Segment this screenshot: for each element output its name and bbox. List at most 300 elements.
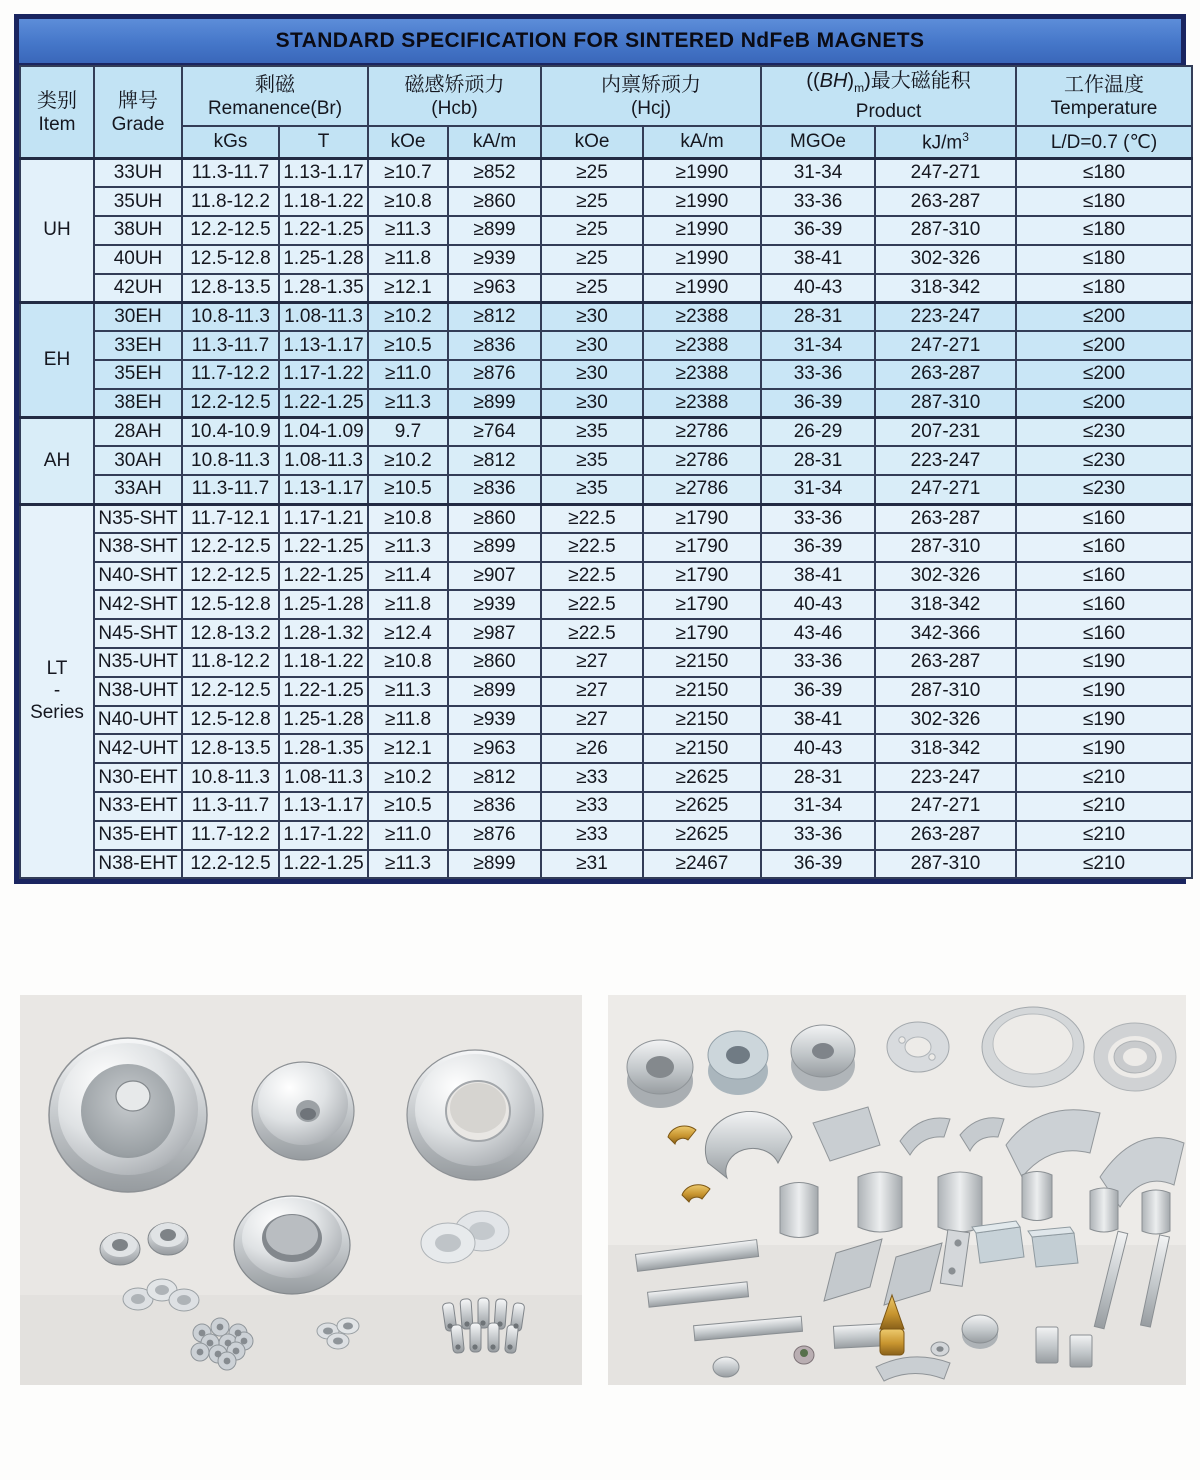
br-t-cell: 1.25-1.28 [279,706,368,735]
hcb-kam-cell: ≥812 [448,302,541,331]
hcj-kam-cell: ≥2388 [643,389,761,418]
hcj-koe-cell: ≥22.5 [541,504,643,533]
hcj-koe-cell: ≥22.5 [541,562,643,591]
header-remanence-en: Remanence(Br) [207,97,343,119]
small-disc-magnet [962,1315,998,1349]
header-remanence [182,66,368,126]
temperature-cell: ≤210 [1016,850,1192,879]
bh-symbol: BH [819,70,848,92]
hcj-kam-cell: ≥1990 [643,187,761,216]
br-t-cell: 1.28-1.32 [279,619,368,648]
hcb-koe-cell: ≥12.1 [368,734,448,763]
grade-cell: N40-UHT [94,706,182,735]
header-grade [94,66,182,159]
product-kjm3-cell: 247-271 [875,331,1016,360]
product-kjm3-cell: 263-287 [875,648,1016,677]
ring-cylinder-nickel [627,1040,693,1108]
grade-cell: 33AH [94,475,182,504]
product-kjm3-cell: 263-287 [875,187,1016,216]
hcj-koe-cell: ≥30 [541,360,643,389]
temperature-cell: ≤230 [1016,446,1192,475]
header-hcb [368,66,541,126]
disc-magnet-with-hole [252,1062,354,1160]
grade-cell: 33EH [94,331,182,360]
product-mgoe-cell: 33-36 [761,504,875,533]
grade-cell: N30-EHT [94,763,182,792]
temperature-cell: ≤230 [1016,418,1192,447]
hcb-kam-cell: ≥907 [448,562,541,591]
hcb-kam-cell: ≥836 [448,475,541,504]
right-product-photo [608,995,1186,1385]
temperature-cell: ≤200 [1016,360,1192,389]
product-mgoe-cell: 36-39 [761,677,875,706]
table-row [20,619,1192,648]
product-kjm3-cell: 263-287 [875,821,1016,850]
temperature-cell: ≤180 [1016,274,1192,303]
grade-cell: 30AH [94,446,182,475]
temperature-cell: ≤200 [1016,389,1192,418]
hcj-kam-cell: ≥2388 [643,302,761,331]
hcj-kam-cell: ≥2150 [643,734,761,763]
br-kgs-cell: 12.2-12.5 [182,677,279,706]
br-t-cell: 1.13-1.17 [279,475,368,504]
br-kgs-cell: 12.2-12.5 [182,850,279,879]
hcj-kam-cell: ≥2467 [643,850,761,879]
small-block [833,1324,886,1349]
br-t-cell: 1.18-1.22 [279,648,368,677]
hcb-kam-cell: ≥860 [448,504,541,533]
hcb-koe-cell: ≥11.8 [368,590,448,619]
hcb-koe-cell: ≥10.5 [368,792,448,821]
br-kgs-cell: 11.3-11.7 [182,331,279,360]
grade-cell: N35-SHT [94,504,182,533]
hcj-koe-cell: ≥22.5 [541,619,643,648]
temperature-cell: ≤210 [1016,763,1192,792]
br-t-cell: 1.08-11.3 [279,763,368,792]
hcj-koe-cell: ≥25 [541,187,643,216]
product-mgoe-cell: 31-34 [761,792,875,821]
hcb-kam-cell: ≥899 [448,533,541,562]
hcb-koe-cell: ≥11.8 [368,706,448,735]
hcj-koe-cell: ≥26 [541,734,643,763]
washer-plate-with-holes [887,1022,949,1072]
br-t-cell: 1.08-11.3 [279,302,368,331]
header-hcj-en: (Hcj) [630,97,672,119]
grade-cell: 35EH [94,360,182,389]
header-product-zh: $((BH)_m)$最大磁能积 [806,70,971,95]
hcj-koe-cell: ≥35 [541,446,643,475]
hcj-kam-cell: ≥2150 [643,648,761,677]
header-temperature [1016,66,1192,126]
table-row [20,446,1192,475]
hcj-kam-cell: ≥1790 [643,590,761,619]
br-kgs-cell: 12.2-12.5 [182,533,279,562]
hcb-koe-cell: ≥11.3 [368,389,448,418]
br-t-cell: 1.22-1.25 [279,562,368,591]
hcb-kam-cell: ≥939 [448,245,541,274]
thick-disc-with-hole [791,1025,855,1091]
header-hcj-zh: 内禀矫顽力 [601,73,702,96]
flat-washer-pair [1094,1023,1176,1091]
br-kgs-cell: 10.8-11.3 [182,446,279,475]
hcb-koe-cell: ≥10.7 [368,159,448,188]
product-mgoe-cell: 36-39 [761,533,875,562]
temperature-cell: ≤230 [1016,475,1192,504]
br-t-cell: 1.04-1.09 [279,418,368,447]
hcb-koe-cell: ≥10.2 [368,763,448,792]
br-kgs-cell: 11.3-11.7 [182,475,279,504]
product-mgoe-cell: 33-36 [761,187,875,216]
product-mgoe-cell: 36-39 [761,850,875,879]
table-row [20,216,1192,245]
product-kjm3-cell: 287-310 [875,677,1016,706]
hcj-kam-cell: ≥1790 [643,504,761,533]
table-row [20,159,1192,188]
hcj-koe-cell: ≥31 [541,850,643,879]
product-kjm3-cell: 302-326 [875,706,1016,735]
hcb-koe-cell: ≥10.2 [368,302,448,331]
hcj-koe-cell: ≥22.5 [541,590,643,619]
hcj-kam-cell: ≥2625 [643,763,761,792]
header-item [20,66,94,159]
table-row [20,302,1192,331]
header-item-zh: 类别 [37,89,77,112]
br-kgs-cell: 12.8-13.2 [182,619,279,648]
table-row [20,763,1192,792]
hcj-koe-cell: ≥25 [541,159,643,188]
br-kgs-cell: 12.8-13.5 [182,734,279,763]
table-row [20,418,1192,447]
grade-cell: 38UH [94,216,182,245]
table-row [20,187,1192,216]
product-mgoe-cell: 26-29 [761,418,875,447]
unit-t: T [279,126,368,159]
hcb-kam-cell: ≥852 [448,159,541,188]
temperature-cell: ≤180 [1016,216,1192,245]
header-temperature-zh: 工作温度 [1064,73,1145,96]
br-kgs-cell: 12.2-12.5 [182,216,279,245]
temperature-cell: ≤200 [1016,302,1192,331]
header-hcb-en: (Hcb) [431,97,478,119]
product-kjm3-cell: 318-342 [875,590,1016,619]
table-row [20,562,1192,591]
group-item-label: EH [20,302,94,417]
hcj-koe-cell: ≥35 [541,475,643,504]
large-ring-magnet [407,1050,543,1180]
hcj-koe-cell: ≥22.5 [541,533,643,562]
product-mgoe-cell: 33-36 [761,360,875,389]
hcb-koe-cell: 9.7 [368,418,448,447]
spec-sheet [14,14,1186,884]
product-mgoe-cell: 43-46 [761,619,875,648]
product-mgoe-cell: 38-41 [761,706,875,735]
hcj-kam-cell: ≥1990 [643,274,761,303]
br-kgs-cell: 10.8-11.3 [182,302,279,331]
product-kjm3-cell: 318-342 [875,274,1016,303]
grade-cell: N38-UHT [94,677,182,706]
hcj-koe-cell: ≥30 [541,302,643,331]
product-mgoe-cell: 40-43 [761,274,875,303]
hcj-koe-cell: ≥33 [541,821,643,850]
product-kjm3-cell: 302-326 [875,245,1016,274]
product-kjm3-cell: 287-310 [875,389,1016,418]
header-hcj [541,66,761,126]
hcb-kam-cell: ≥836 [448,331,541,360]
hcj-koe-cell: ≥25 [541,245,643,274]
br-kgs-cell: 10.8-11.3 [182,763,279,792]
product-mgoe-cell: 31-34 [761,475,875,504]
header-temperature-en: Temperature [1050,97,1158,119]
hcb-kam-cell: ≥860 [448,187,541,216]
product-kjm3-cell: 223-247 [875,763,1016,792]
grade-cell: 28AH [94,418,182,447]
hcb-koe-cell: ≥11.0 [368,360,448,389]
product-mgoe-cell: 40-43 [761,590,875,619]
table-row [20,274,1192,303]
br-t-cell: 1.28-1.35 [279,274,368,303]
hcb-kam-cell: ≥876 [448,821,541,850]
table-row [20,245,1192,274]
table-row [20,389,1192,418]
temperature-cell: ≤190 [1016,734,1192,763]
table-row [20,475,1192,504]
left-photo-illustration [20,995,582,1385]
br-kgs-cell: 12.2-12.5 [182,389,279,418]
product-kjm3-cell: 247-271 [875,475,1016,504]
temperature-cell: ≤190 [1016,648,1192,677]
grade-cell: N38-EHT [94,850,182,879]
hcb-kam-cell: ≥876 [448,360,541,389]
ring-cylinder-zinc [708,1031,768,1095]
tiny-ring-green-core [794,1346,814,1364]
grade-cell: 30EH [94,302,182,331]
table-row [20,734,1192,763]
temperature-cell: ≤180 [1016,187,1192,216]
hcb-koe-cell: ≥10.8 [368,504,448,533]
br-t-cell: 1.17-1.22 [279,360,368,389]
br-kgs-cell: 11.8-12.2 [182,187,279,216]
product-kjm3-cell: 207-231 [875,418,1016,447]
grade-cell: 42UH [94,274,182,303]
hcb-kam-cell: ≥987 [448,619,541,648]
hcj-koe-cell: ≥25 [541,274,643,303]
left-product-photo [20,995,582,1385]
product-mgoe-cell: 36-39 [761,389,875,418]
hcj-kam-cell: ≥2150 [643,677,761,706]
hcj-kam-cell: ≥2150 [643,706,761,735]
countersunk-pot-magnet [49,1038,207,1192]
hcb-koe-cell: ≥12.1 [368,274,448,303]
hcj-koe-cell: ≥30 [541,331,643,360]
br-kgs-cell: 10.4-10.9 [182,418,279,447]
br-kgs-cell: 11.3-11.7 [182,159,279,188]
unit-kjm3: $kJ/m^3$ [875,126,1016,159]
temperature-cell: ≤180 [1016,245,1192,274]
table-row [20,504,1192,533]
hcb-koe-cell: ≥11.4 [368,562,448,591]
group-item-label: AH [20,418,94,504]
unit-hcb-koe: kOe [368,126,448,159]
temperature-cell: ≤180 [1016,159,1192,188]
header-product [761,66,1016,126]
hcj-koe-cell: ≥33 [541,763,643,792]
grade-cell: N42-SHT [94,590,182,619]
hcb-kam-cell: ≥939 [448,590,541,619]
product-kjm3-cell: 287-310 [875,216,1016,245]
br-t-cell: 1.13-1.17 [279,792,368,821]
hcj-koe-cell: ≥27 [541,706,643,735]
hcb-koe-cell: ≥10.8 [368,648,448,677]
hcb-koe-cell: ≥11.3 [368,677,448,706]
table-row [20,792,1192,821]
hcb-koe-cell: ≥11.3 [368,850,448,879]
header-product-en: Product [855,101,922,122]
header-item-en: Item [38,113,76,135]
hcj-kam-cell: ≥2625 [643,821,761,850]
product-kjm3-cell: 223-247 [875,446,1016,475]
unit-hcj-kam: kA/m [643,126,761,159]
br-t-cell: 1.28-1.35 [279,734,368,763]
br-kgs-cell: 12.5-12.8 [182,245,279,274]
product-kjm3-cell: 302-326 [875,562,1016,591]
product-mgoe-cell: 38-41 [761,245,875,274]
hcb-koe-cell: ≥12.4 [368,619,448,648]
hcj-kam-cell: ≥2625 [643,792,761,821]
hcj-kam-cell: ≥1790 [643,533,761,562]
temperature-cell: ≤200 [1016,331,1192,360]
table-row [20,648,1192,677]
grade-cell: 40UH [94,245,182,274]
table-row [20,677,1192,706]
product-mgoe-cell: 33-36 [761,648,875,677]
hcj-kam-cell: ≥1990 [643,245,761,274]
hcj-koe-cell: ≥27 [541,648,643,677]
hcb-kam-cell: ≥899 [448,677,541,706]
unit-hcj-koe: kOe [541,126,643,159]
temperature-cell: ≤160 [1016,562,1192,591]
br-t-cell: 1.22-1.25 [279,216,368,245]
product-kjm3-cell: 287-310 [875,850,1016,879]
br-t-cell: 1.18-1.22 [279,187,368,216]
br-kgs-cell: 12.5-12.8 [182,706,279,735]
product-mgoe-cell: 36-39 [761,216,875,245]
tiny-disc [713,1357,739,1377]
br-kgs-cell: 12.8-13.5 [182,274,279,303]
unit-hcb-kam: kA/m [448,126,541,159]
br-kgs-cell: 12.5-12.8 [182,590,279,619]
product-mgoe-cell: 31-34 [761,331,875,360]
header-remanence-zh: 剩磁 [255,73,295,96]
large-thin-ring [982,1007,1084,1087]
hcb-koe-cell: ≥11.3 [368,533,448,562]
header-grade-zh: 牌号 [118,89,158,112]
br-t-cell: 1.17-1.22 [279,821,368,850]
grade-cell: N42-UHT [94,734,182,763]
temperature-cell: ≤160 [1016,533,1192,562]
product-kjm3-cell: 287-310 [875,533,1016,562]
br-kgs-cell: 11.7-12.2 [182,360,279,389]
hcb-koe-cell: ≥10.5 [368,475,448,504]
product-mgoe-cell: 28-31 [761,763,875,792]
hcj-koe-cell: ≥35 [541,418,643,447]
hcb-koe-cell: ≥10.5 [368,331,448,360]
product-mgoe-cell: 33-36 [761,821,875,850]
br-kgs-cell: 11.7-12.2 [182,821,279,850]
temperature-cell: ≤190 [1016,677,1192,706]
hcb-kam-cell: ≥764 [448,418,541,447]
br-kgs-cell: 11.8-12.2 [182,648,279,677]
temperature-cell: ≤210 [1016,821,1192,850]
br-t-cell: 1.22-1.25 [279,850,368,879]
br-kgs-cell: 11.3-11.7 [182,792,279,821]
hcb-kam-cell: ≥899 [448,850,541,879]
table-row [20,590,1192,619]
right-photo-illustration [608,995,1186,1385]
temperature-cell: ≤190 [1016,706,1192,735]
table-row [20,706,1192,735]
br-t-cell: 1.22-1.25 [279,677,368,706]
br-t-cell: 1.17-1.21 [279,504,368,533]
product-kjm3-cell: 342-366 [875,619,1016,648]
product-mgoe-cell: 38-41 [761,562,875,591]
product-kjm3-cell: 247-271 [875,159,1016,188]
hcj-koe-cell: ≥30 [541,389,643,418]
group-item-label: UH [20,159,94,303]
hcb-koe-cell: ≥10.8 [368,187,448,216]
page-title: STANDARD SPECIFICATION FOR SINTERED NdFeB MAGNETS [19,19,1181,65]
hcj-koe-cell: ≥25 [541,216,643,245]
product-mgoe-cell: 31-34 [761,159,875,188]
hcb-koe-cell: ≥11.8 [368,245,448,274]
product-mgoe-cell: 40-43 [761,734,875,763]
hcj-koe-cell: ≥33 [541,792,643,821]
temperature-cell: ≤160 [1016,590,1192,619]
hcb-koe-cell: ≥10.2 [368,446,448,475]
tiny-ring-small [931,1342,949,1356]
br-t-cell: 1.25-1.28 [279,245,368,274]
product-kjm3-cell: 223-247 [875,302,1016,331]
hcj-kam-cell: ≥2388 [643,360,761,389]
hcb-kam-cell: ≥963 [448,274,541,303]
table-row [20,850,1192,879]
hcb-kam-cell: ≥939 [448,706,541,735]
hcj-kam-cell: ≥2786 [643,446,761,475]
hcj-kam-cell: ≥1790 [643,562,761,591]
spec-table [19,65,1193,879]
spec-table-header [20,66,1192,159]
grade-cell: 33UH [94,159,182,188]
temperature-cell: ≤160 [1016,619,1192,648]
hcb-kam-cell: ≥899 [448,216,541,245]
hcj-kam-cell: ≥2388 [643,331,761,360]
product-mgoe-cell: 28-31 [761,446,875,475]
grade-cell: N38-SHT [94,533,182,562]
tapered-ring-magnet [234,1196,350,1294]
hcj-kam-cell: ≥1990 [643,159,761,188]
hcj-koe-cell: ≥27 [541,677,643,706]
header-hcb-zh: 磁感矫顽力 [404,73,505,96]
br-t-cell: 1.08-11.3 [279,446,368,475]
unit-mgoe: MGOe [761,126,875,159]
br-t-cell: 1.22-1.25 [279,389,368,418]
spec-table-body [20,159,1192,879]
hcj-kam-cell: ≥1790 [643,619,761,648]
grade-cell: N45-SHT [94,619,182,648]
hcb-koe-cell: ≥11.0 [368,821,448,850]
br-t-cell: 1.13-1.17 [279,159,368,188]
hcj-kam-cell: ≥1990 [643,216,761,245]
product-kjm3-cell: 263-287 [875,360,1016,389]
